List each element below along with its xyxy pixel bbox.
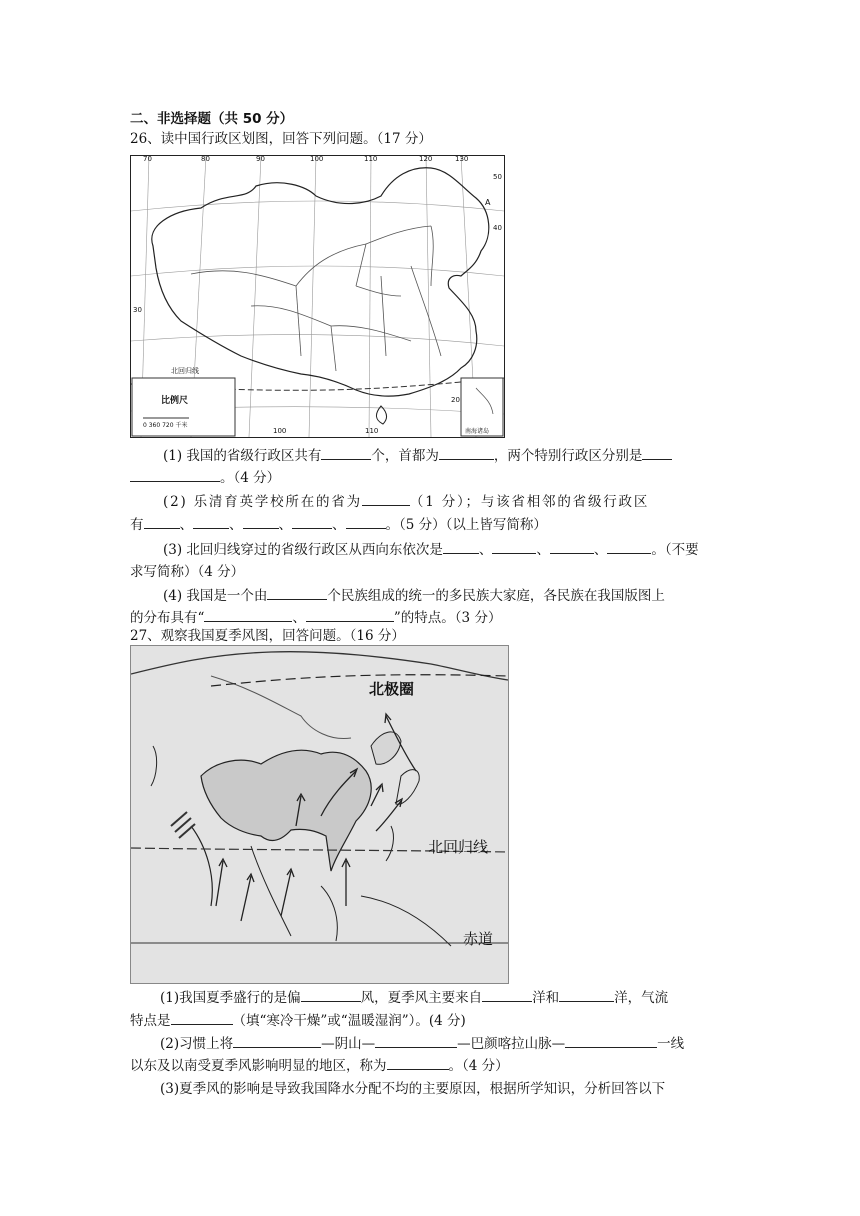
q26-part3: (3) 北回归线穿过的省级行政区从西向东依次是 、 、 、 。（不要 [163, 542, 699, 558]
latitude-label-20: 20 [451, 396, 460, 404]
longitude-label-90: 90 [256, 155, 265, 163]
q26-part2 [163, 492, 649, 511]
longitude-label-70: 70 [143, 155, 152, 163]
q26-answer-home-province[interactable] [362, 492, 410, 506]
q27-part1-cont [130, 1011, 466, 1030]
q26-part4-text-c: 的分布具有“ [130, 610, 205, 626]
q27-part1-text-d: 洋，气流 [614, 990, 669, 1006]
q26-answer-neighbor-5[interactable] [346, 515, 386, 529]
q27-part2 [160, 1034, 684, 1053]
q26-part2-text-d: 。（5 分）（以上皆写简称） [385, 517, 547, 533]
q26-answer-tropic-province-4[interactable] [607, 540, 651, 554]
q26-part4-text-e: ”的特点。（3 分） [393, 610, 502, 626]
q26-answer-tropic-province-1[interactable] [443, 540, 479, 554]
q26-part4 [163, 586, 665, 605]
q27-answer-airflow-feature[interactable] [171, 1011, 233, 1025]
summer-monsoon-map [130, 645, 509, 984]
q26-answer-province-count[interactable] [321, 446, 371, 460]
q27-part1-text-b: 风，夏季风主要来自 [360, 990, 483, 1006]
q26-answer-distribution-2[interactable] [306, 608, 394, 622]
q27-answer-boundary-2[interactable] [375, 1034, 457, 1048]
q27-answer-monsoon-region[interactable] [387, 1056, 449, 1070]
tropic-of-cancer-label: 北回归线 [171, 367, 199, 375]
q27-answer-boundary-3[interactable] [565, 1034, 657, 1048]
q26-part4-text-b: 个民族组成的统一的多民族大家庭，各民族在我国版图上 [327, 588, 665, 604]
q26-part3-cont: 求写简称）（4 分） [130, 564, 245, 580]
q27-part1-text-e: 特点是 [130, 1013, 171, 1029]
q27-part1-text-f: （填“寒冷干燥”或“温暖湿润”）。(4 分) [232, 1013, 466, 1029]
longitude-label-130: 130 [455, 155, 469, 163]
q27-part2-text-c: —巴颜喀拉山脉— [457, 1036, 566, 1052]
q26-part1-text-a: (1) 我国的省级行政区共有 [163, 448, 322, 464]
q27-part1-text-a: (1)我国夏季盛行的是偏 [160, 990, 301, 1006]
q26-answer-ethnic-count[interactable] [267, 586, 327, 600]
tropic-of-cancer-label-2: 北回归线 [428, 838, 489, 856]
q27-answer-ocean-2[interactable] [559, 988, 614, 1002]
question-27-title: 27、观察我国夏季风图，回答问题。（16 分） [130, 628, 405, 644]
q26-answer-neighbor-1[interactable] [144, 515, 180, 529]
equator-label: 赤道 [463, 930, 494, 948]
q27-answer-wind-direction[interactable] [301, 988, 361, 1002]
q26-part1-text-c: ，两个特别行政区分别是 [493, 448, 643, 464]
q26-answer-distribution-1[interactable] [204, 608, 292, 622]
scale-values: 0 360 720 千米 [143, 422, 188, 429]
q26-answer-tropic-province-3[interactable] [550, 540, 594, 554]
q26-part2-text-a: (2) 乐清育英学校所在的省为 [163, 494, 362, 510]
longitude-label-80: 80 [201, 155, 210, 163]
longitude-label-120: 120 [419, 155, 433, 163]
q26-part2-text-c: 有 [130, 517, 144, 533]
bottom-longitude-label-100: 100 [273, 427, 287, 435]
q26-answer-sar-2[interactable] [130, 468, 220, 482]
q27-part2-text-f: 。（4 分） [448, 1058, 509, 1074]
q26-part4-cont [130, 608, 501, 627]
q27-part2-cont [130, 1056, 509, 1075]
q27-part2-text-b: —阴山— [321, 1036, 376, 1052]
q26-part1-cont [130, 468, 280, 487]
q27-answer-boundary-1[interactable] [233, 1034, 321, 1048]
q26-answer-capital[interactable] [439, 446, 494, 460]
scale-title: 比例尺 [161, 396, 189, 406]
q26-part3-text-a: (3) 北回归线穿过的省级行政区从西向东依次是 [163, 542, 443, 558]
q26-part2-text-b: （1 分）；与该省相邻的省级行政区 [409, 494, 650, 510]
q26-answer-neighbor-2[interactable] [193, 515, 229, 529]
q26-part1-text-b: 个，首都为 [371, 448, 439, 464]
q27-part2-text-e: 以东及以南受夏季风影响明显的地区，称为 [130, 1058, 387, 1074]
q26-part4-text-d: 、 [292, 610, 306, 626]
longitude-label-110: 110 [364, 155, 378, 163]
longitude-label-100: 100 [310, 155, 324, 163]
q26-answer-neighbor-4[interactable] [292, 515, 332, 529]
arctic-circle-label: 北极圈 [369, 680, 415, 698]
q26-answer-neighbor-3[interactable] [243, 515, 279, 529]
q26-part4-text-a: (4) 我国是一个由 [163, 588, 268, 604]
latitude-label-40: 40 [493, 224, 502, 232]
south-china-sea-islands-label: 南海诸岛 [465, 428, 490, 435]
q26-part3-text-b: 。（不要 [651, 542, 699, 558]
q27-part1 [160, 988, 668, 1007]
q27-part2-text-d: 一线 [657, 1036, 685, 1052]
summer-monsoon-drawing [131, 646, 508, 983]
q26-answer-sar-1[interactable] [642, 446, 672, 460]
q26-answer-tropic-province-2[interactable] [492, 540, 536, 554]
q26-part2-cont: 有 、 、 、 、 。（5 分）（以上皆写简称） [130, 517, 547, 533]
q27-answer-ocean-1[interactable] [482, 988, 532, 1002]
china-administrative-map [130, 155, 505, 438]
section-title: 二、非选择题（共 50 分） [130, 111, 294, 127]
marker-a: A [485, 198, 491, 207]
q27-part1-text-c: 洋和 [532, 990, 560, 1006]
q27-part2-text-a: (2)习惯上将 [160, 1036, 234, 1052]
latitude-label-30: 30 [133, 306, 142, 314]
q26-part1-text-d: 。（4 分） [220, 470, 281, 486]
question-26-title: 26、读中国行政区划图，回答下列问题。（17 分） [130, 131, 432, 147]
bottom-longitude-label-110: 110 [365, 427, 379, 435]
q27-part3: (3)夏季风的影响是导致我国降水分配不均的主要原因，根据所学知识，分析回答以下 [160, 1081, 666, 1097]
latitude-label-50: 50 [493, 173, 502, 181]
q26-part1 [163, 446, 672, 465]
